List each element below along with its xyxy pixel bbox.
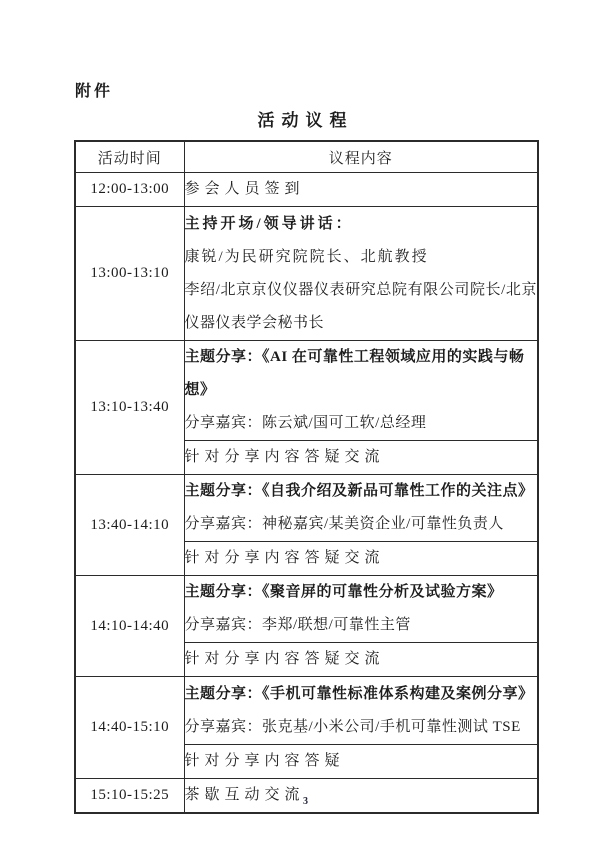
time-cell: 13:10-13:40 — [75, 341, 184, 475]
guest-line: 分享嘉宾：张克基/小米公司/手机可靠性测试 TSE — [184, 718, 521, 735]
session-title: 主题分享：《手机可靠性标准体系构建及案例分享》 — [184, 685, 534, 702]
qa-line: 针对分享内容答疑 — [184, 753, 345, 769]
guest-line: 分享嘉宾：李郑/联想/可靠性主管 — [184, 617, 411, 633]
content-cell — [184, 341, 538, 441]
time-cell: 13:40-14:10 — [75, 475, 184, 576]
col-header-time: 活动时间 — [75, 141, 184, 173]
qa-line: 针对分享内容答疑交流 — [184, 651, 385, 667]
time-cell: 14:10-14:40 — [75, 576, 184, 677]
table-row-session1 — [75, 341, 538, 441]
content-cell — [184, 207, 538, 341]
content-cell — [184, 441, 538, 475]
table-row-session3 — [75, 576, 538, 643]
speaker-line: 李绍/北京京仪仪器仪表研究总院有限公司院长/北京仪器仪表学会秘书长 — [184, 281, 537, 331]
qa-line: 针对分享内容答疑交流 — [184, 550, 385, 566]
session-title: 主题分享：《AI 在可靠性工程领域应用的实践与畅想》 — [184, 349, 525, 398]
time-cell: 12:00-13:00 — [75, 173, 184, 207]
guest-line: 分享嘉宾：陈云斌/国可工软/总经理 — [184, 415, 427, 431]
table-row-session4 — [75, 677, 538, 745]
content-cell — [184, 475, 538, 542]
table-header-row — [75, 141, 538, 173]
page-title: 活动议程 — [257, 111, 354, 130]
table-row-opening — [75, 207, 538, 341]
agenda-item-text: 茶歇互动交流 — [184, 787, 305, 803]
agenda-table — [74, 140, 539, 814]
time-cell: 14:40-15:10 — [75, 677, 184, 779]
content-cell — [184, 643, 538, 677]
agenda-item-text: 参会人员签到 — [184, 181, 305, 197]
guest-line: 分享嘉宾：神秘嘉宾/某美资企业/可靠性负责人 — [184, 516, 504, 532]
time-cell: 13:00-13:10 — [75, 207, 184, 341]
content-cell — [184, 745, 538, 779]
content-cell — [184, 542, 538, 576]
opening-heading: 主持开场/领导讲话： — [184, 215, 354, 232]
content-cell — [184, 173, 538, 207]
speaker-line: 康锐/为民研究院院长、北航教授 — [184, 248, 429, 265]
session-title: 主题分享：《聚音屏的可靠性分析及试验方案》 — [184, 584, 503, 600]
table-row-session2 — [75, 475, 538, 542]
content-cell — [184, 576, 538, 643]
attachment-label: 附件 — [75, 83, 114, 100]
table-row-signin — [75, 173, 538, 207]
qa-line: 针对分享内容答疑交流 — [184, 449, 385, 465]
page-number: 3 — [303, 796, 308, 807]
session-title: 主题分享：《自我介绍及新品可靠性工作的关注点》 — [184, 483, 534, 499]
time-cell: 15:10-15:25 — [75, 779, 184, 814]
col-header-content: 议程内容 — [184, 141, 538, 173]
content-cell — [184, 677, 538, 745]
